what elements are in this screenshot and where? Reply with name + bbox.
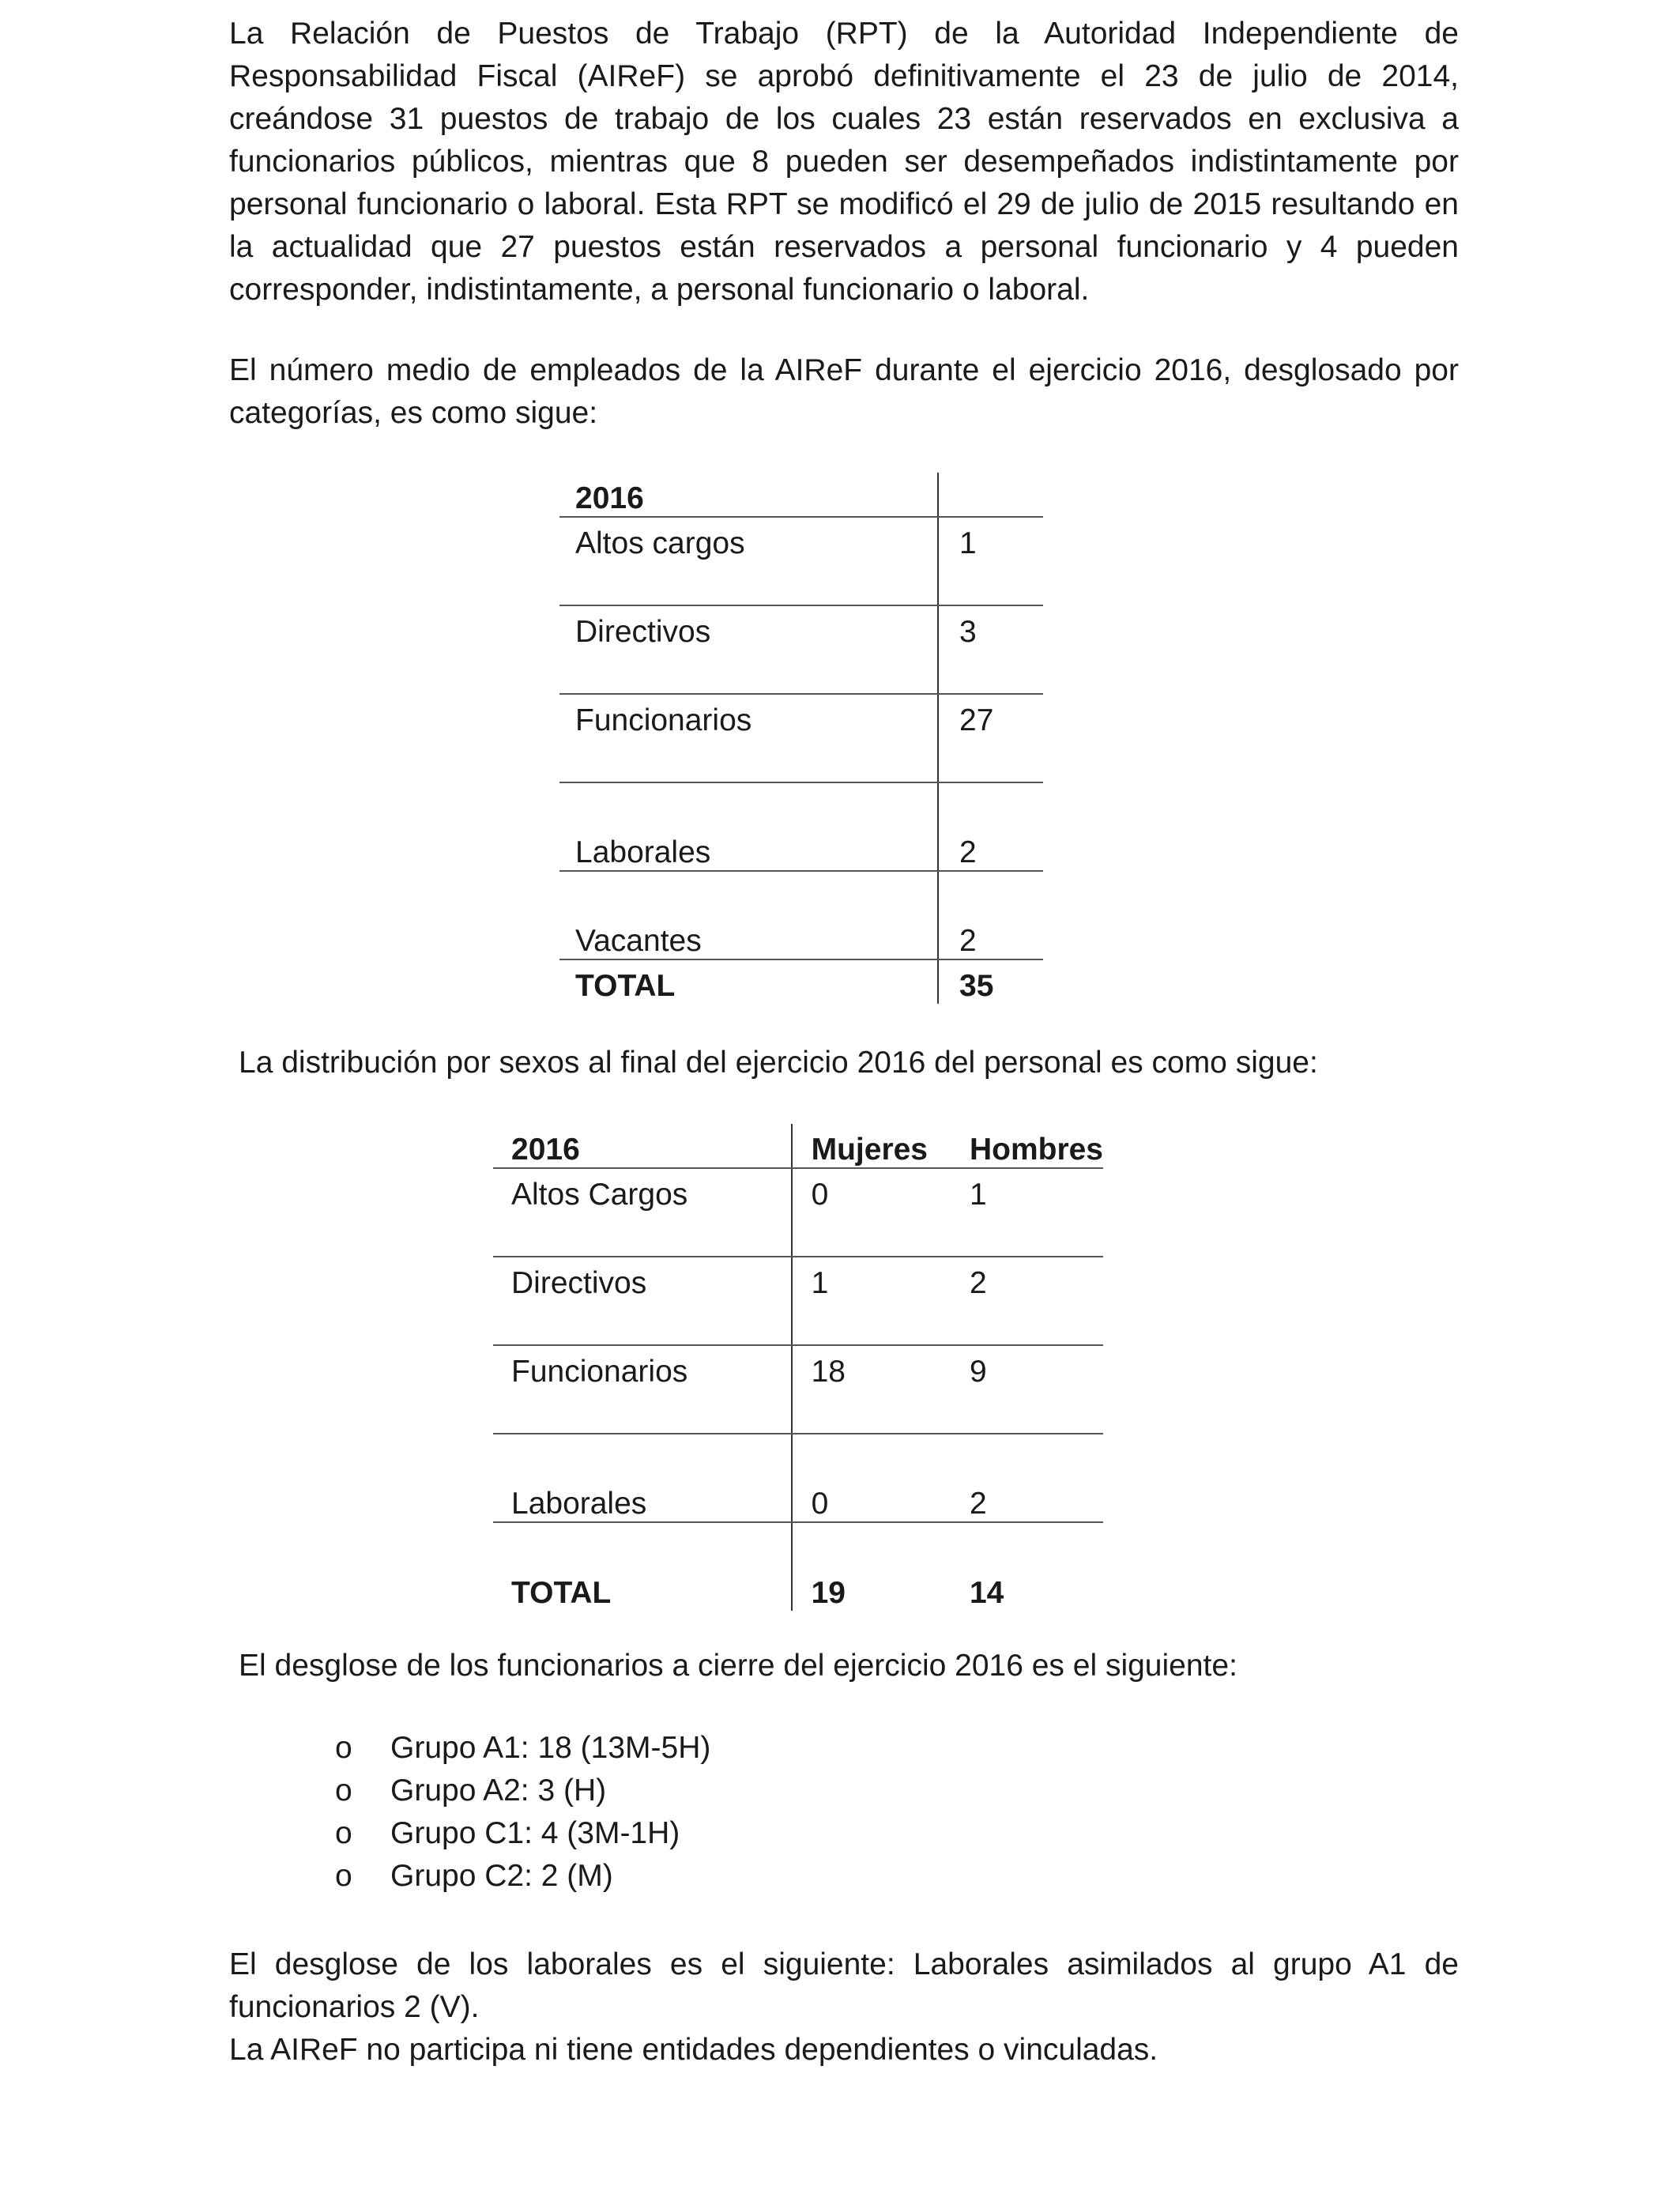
average-employees-paragraph: El número medio de empleados de la AIReF durante el ejercicio 2016, desglosado por categorías, es como sigue: xyxy=(229,353,1459,430)
table-spacer-row xyxy=(493,1301,1103,1345)
row-label: Funcionarios xyxy=(575,703,752,737)
sex-distribution-table xyxy=(493,1124,1103,1611)
table-spacer-row xyxy=(559,561,1043,605)
sex-distribution-paragraph: La distribución por sexos al final del ejercicio 2016 del personal es como sigue: xyxy=(239,1046,1318,1080)
row-value: 2 xyxy=(938,915,1043,959)
table-row xyxy=(493,1257,1103,1301)
table-spacer-row xyxy=(559,871,1043,915)
table-row xyxy=(559,605,1043,650)
row-label: Directivos xyxy=(575,615,711,649)
table-row xyxy=(559,517,1043,561)
bullet-marker: o xyxy=(335,1731,352,1765)
list-item-text: Grupo A1: 18 (13M-5H) xyxy=(390,1731,711,1765)
groups-list xyxy=(335,1727,710,1898)
total-women: 19 xyxy=(792,1566,954,1611)
row-value: 1 xyxy=(938,517,1043,561)
row-women: 0 xyxy=(792,1478,954,1522)
labor-paragraph: El desglose de los laborales es el siguiente: Laborales asimilados al grupo A1 de funcionarios 2 (V). xyxy=(229,1947,1459,2024)
list-item xyxy=(335,1812,710,1855)
table-row xyxy=(493,1478,1103,1522)
total-label: TOTAL xyxy=(511,1576,612,1610)
table-row xyxy=(559,694,1043,738)
table-spacer-row xyxy=(559,650,1043,694)
table-spacer-row xyxy=(493,1434,1103,1478)
total-value: 35 xyxy=(938,959,1043,1004)
table-header-row xyxy=(559,473,1043,517)
row-men: 2 xyxy=(969,1266,987,1300)
row-label: Vacantes xyxy=(559,915,938,959)
table-spacer-row xyxy=(559,782,1043,827)
row-men: 2 xyxy=(954,1478,1103,1522)
bullet-marker: o xyxy=(335,1816,352,1850)
column-header-men: Hombres xyxy=(954,1124,1103,1168)
table-row xyxy=(493,1168,1103,1212)
list-item xyxy=(335,1855,710,1898)
closing-paragraph: La AIReF no participa ni tiene entidades dependientes o vinculadas. xyxy=(229,2033,1158,2067)
row-label: Funcionarios xyxy=(511,1355,688,1389)
list-item-text: Grupo C1: 4 (3M-1H) xyxy=(390,1816,680,1850)
list-item xyxy=(335,1770,710,1812)
row-label: Laborales xyxy=(493,1478,792,1522)
intro-paragraph: La Relación de Puestos de Trabajo (RPT) de la Autoridad Independiente de Responsabilidad Fiscal (AIReF) se aprobó definitivamente el 23 de julio de 2014, creándose 31 puestos de trabajo de los cuales 23 están reservados en exclusiva a funcionarios públicos, mientras que 8 pueden ser desempeñados indistintamente por personal funcionario o laboral. Esta RPT se modificó el 29 de julio de 2015 resultando en la actualidad que 27 puestos están reservados a personal funcionario y 4 pueden corresponder, indistintamente, a personal funcionario o laboral. xyxy=(229,17,1459,307)
row-men: 9 xyxy=(969,1355,987,1389)
table-row xyxy=(559,827,1043,871)
bullet-marker: o xyxy=(335,1859,352,1893)
row-label: Altos cargos xyxy=(575,526,745,560)
table-spacer-row xyxy=(559,738,1043,782)
row-men: 1 xyxy=(969,1178,987,1212)
column-header-women: Mujeres xyxy=(792,1124,954,1168)
total-label: TOTAL xyxy=(575,969,676,1003)
row-women: 0 xyxy=(792,1168,954,1212)
table-header-empty xyxy=(938,473,1043,517)
row-value: 27 xyxy=(938,694,1043,738)
row-label: Altos Cargos xyxy=(511,1178,688,1212)
average-employees-table xyxy=(559,473,1043,1004)
list-item-text: Grupo C2: 2 (M) xyxy=(390,1859,613,1893)
table-header-row xyxy=(493,1124,1103,1168)
bullet-marker: o xyxy=(335,1774,352,1808)
row-value: 2 xyxy=(938,827,1043,871)
table-total-row xyxy=(559,959,1043,1004)
table-header-year: 2016 xyxy=(559,473,938,517)
row-value: 3 xyxy=(938,605,1043,650)
table-spacer-row xyxy=(493,1522,1103,1566)
row-women: 1 xyxy=(792,1257,954,1301)
row-label: Laborales xyxy=(559,827,938,871)
list-item-text: Grupo A2: 3 (H) xyxy=(390,1774,607,1808)
civil-servants-paragraph: El desglose de los funcionarios a cierre del ejercicio 2016 es el siguiente: xyxy=(239,1649,1237,1683)
list-item xyxy=(335,1727,710,1770)
table-spacer-row xyxy=(493,1389,1103,1434)
row-women: 18 xyxy=(792,1345,954,1389)
table-row xyxy=(559,915,1043,959)
table-total-row xyxy=(493,1566,1103,1611)
total-men: 14 xyxy=(969,1576,1004,1610)
table-header-year: 2016 xyxy=(493,1124,792,1168)
table-spacer-row xyxy=(493,1212,1103,1257)
row-label: Directivos xyxy=(511,1266,647,1300)
table-row xyxy=(493,1345,1103,1389)
